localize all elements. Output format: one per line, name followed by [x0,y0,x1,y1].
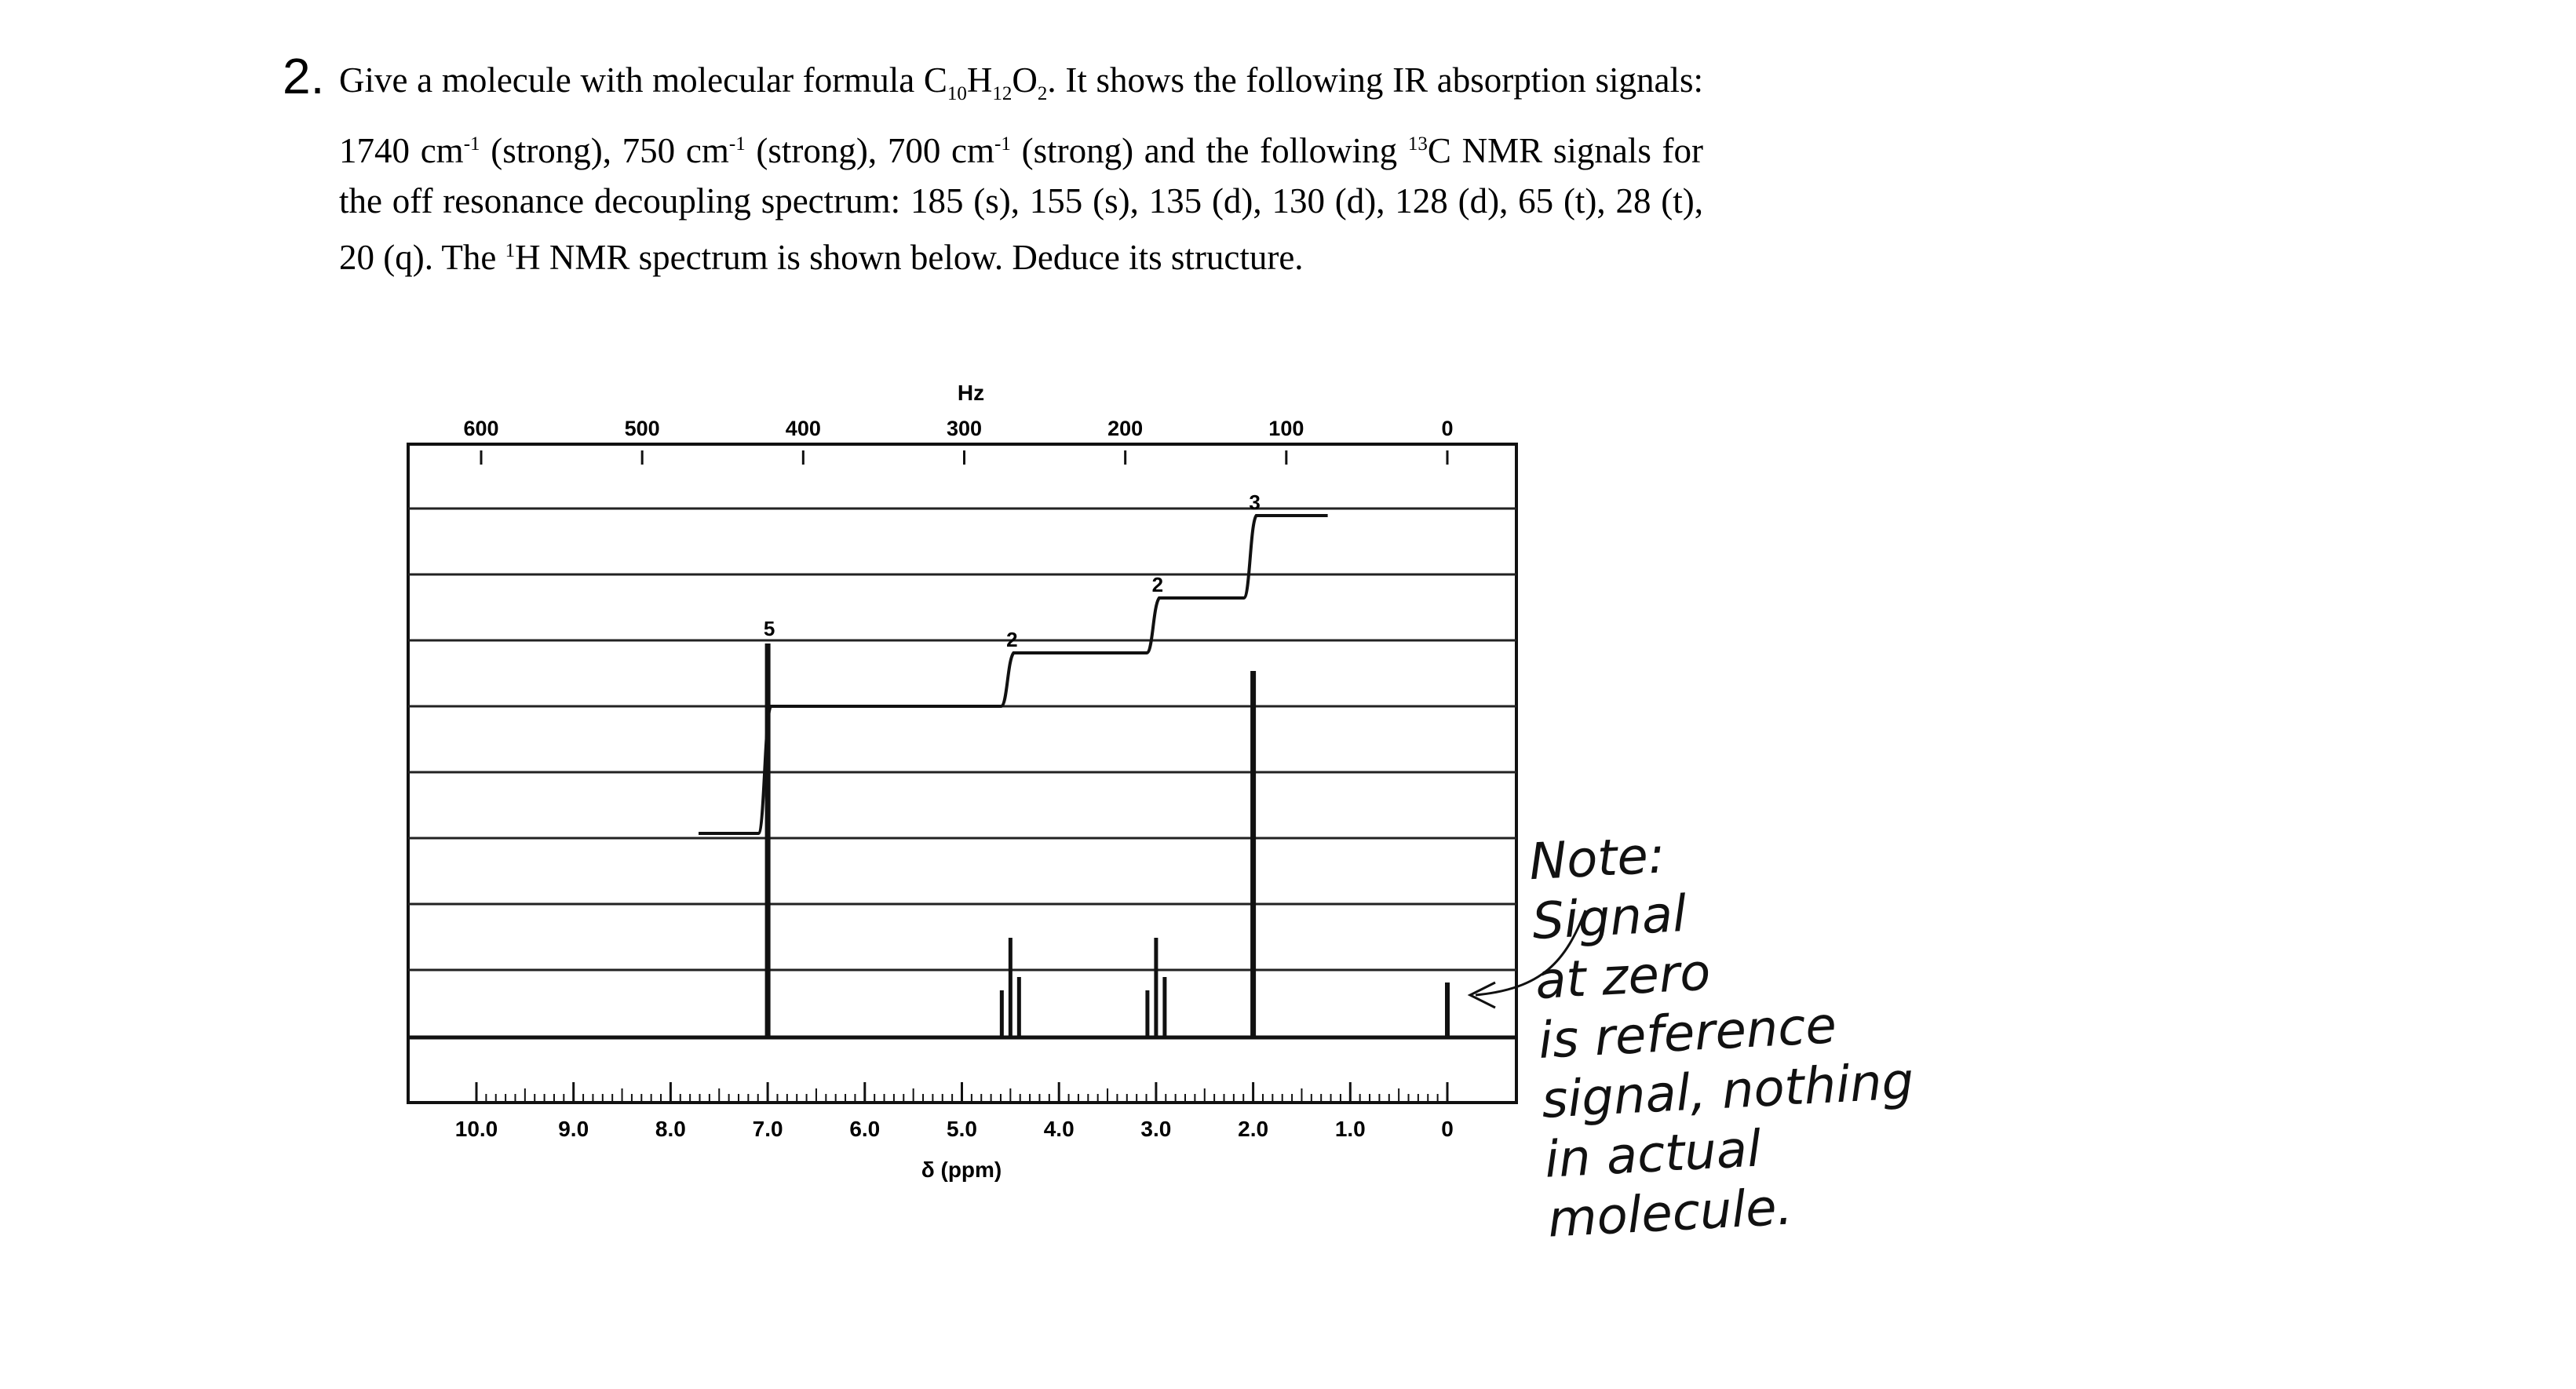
hz-tick-label: 400 [785,417,821,440]
note-line-1: Note: [1527,826,1667,892]
q-text-2: H [966,60,993,100]
integration-label: 3 [1249,490,1261,514]
q-text-5: (strong), 750 cm [480,131,729,170]
ppm-tick-label: 1.0 [1334,1117,1366,1141]
q-text-9: H NMR spectrum is shown below. Deduce its structure. [515,238,1304,277]
ppm-axis-label: δ (ppm) [921,1158,1002,1182]
ppm-tick-label: 5.0 [947,1117,977,1141]
integration-label: 2 [1006,628,1018,651]
q-text-7: (strong) and the following [1010,131,1408,170]
spectrum-peaks [768,643,1447,1037]
q-text-8: C NMR signals for the off resonance decoupling spectrum: 185 (s), 155 (s), 135 (d), 130 (d), 128 (d), 65 (t), 28 (t), 20 (q). The [339,131,1704,277]
ppm-tick-label: 8.0 [655,1117,686,1141]
ppm-tick-label: 2.0 [1238,1117,1269,1141]
note-line-6: in actual [1543,1120,1763,1190]
question-number: 2. [283,48,325,104]
ir-exponent-3: -1 [994,133,1011,155]
spectrum-integral [699,490,1328,833]
ppm-tick-label: 6.0 [849,1117,881,1141]
spectrum-axes [455,381,1454,1182]
note-line-2: Signal [1531,884,1688,952]
ir-exponent-2: -1 [728,133,746,155]
hz-axis-label: Hz [957,381,985,405]
note-line-5: signal, nothing [1540,1052,1915,1130]
h-subscript: 12 [992,83,1013,104]
ppm-tick-label: 0 [1441,1117,1454,1141]
q-text-4: . It shows the following IR absorption signals: 1740 cm [339,60,1703,170]
ppm-tick-label: 7.0 [752,1117,783,1141]
hz-tick-label: 300 [946,417,983,440]
q-text-1: Give a molecule with molecular formula C [339,60,947,100]
ppm-tick-label: 3.0 [1140,1117,1172,1141]
hz-tick-label: 100 [1268,417,1304,440]
ppm-tick-label: 9.0 [558,1117,589,1141]
note-line-7: molecule. [1546,1178,1794,1249]
handwritten-note [1527,815,1915,1249]
c13-superscript: 13 [1407,133,1428,155]
integration-label: 5 [763,617,775,640]
integration-label: 2 [1151,573,1164,596]
spectrum-grid [408,444,1516,1103]
o-subscript: 2 [1037,83,1048,104]
note-line-3: at zero [1534,943,1713,1012]
integration-trace [699,516,1328,833]
hz-tick-label: 500 [624,417,660,440]
hz-tick-label: 200 [1107,417,1144,440]
note-line-4: is reference [1537,997,1838,1070]
hz-tick-label: 600 [463,417,499,440]
hz-tick-label: 0 [1441,417,1454,440]
h1-superscript: 1 [505,240,516,261]
ppm-tick-label: 10.0 [454,1117,498,1141]
c-subscript: 10 [947,83,967,104]
ppm-tick-label: 4.0 [1043,1117,1075,1141]
q-text-6: (strong), 700 cm [745,131,995,170]
ir-exponent-1: -1 [463,133,480,155]
q-text-3: O [1012,60,1038,100]
